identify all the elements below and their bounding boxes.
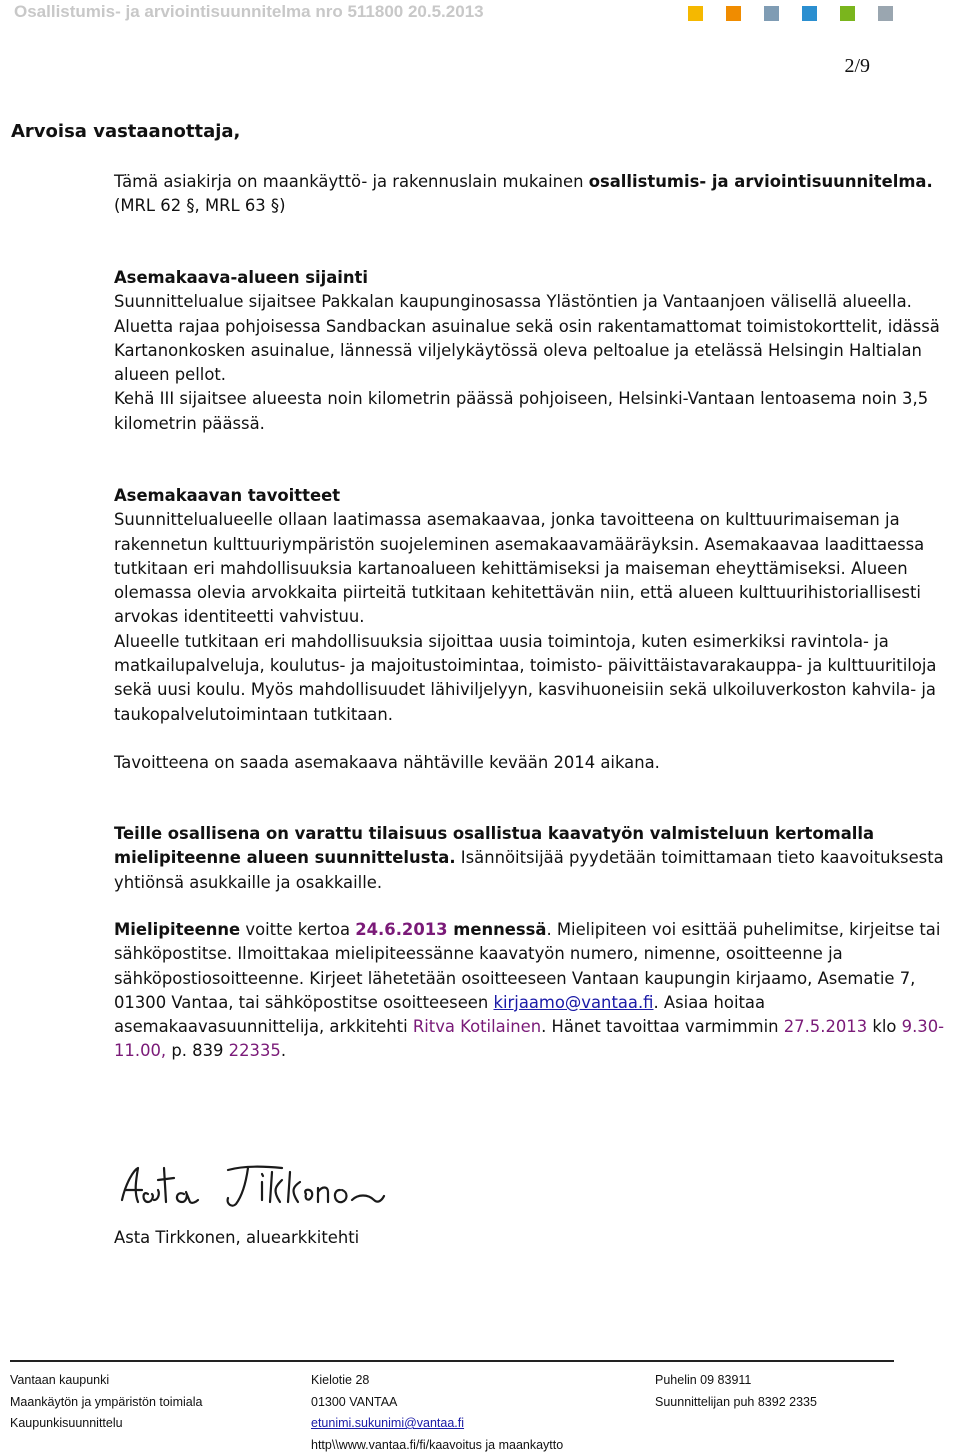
brand-square bbox=[878, 6, 893, 21]
opinion-text: . Asiaa hoitaa asemakaavasuunnittelija, arkkitehti bbox=[114, 993, 765, 1036]
footer-line: Kaupunkisuunnittelu bbox=[10, 1413, 202, 1435]
footer-line: Puhelin 09 83911 bbox=[655, 1370, 817, 1392]
goals-section bbox=[114, 484, 960, 775]
intro-bold: osallistumis- ja arviointisuunnitelma. bbox=[589, 172, 933, 191]
phone-extension: 22335 bbox=[229, 1041, 281, 1060]
footer-line: Kielotie 28 bbox=[311, 1370, 563, 1392]
opinion-text: . Mielipiteen voi esittää puhelimitse, kirjeitse tai sähköpostitse. Ilmoittakaa mielipiteessänne kaavatyön numero, nimenne, osoitteenne ja sähköpostiosoitteenne. Kirjeet lähetetään osoitteeseen Vantaan kaupungin kirjaamo, Asematie 7, 01300 Vantaa, tai sähköpostitse osoitteeseen bbox=[114, 920, 940, 1012]
opinion-paragraph bbox=[114, 918, 960, 1064]
participation-paragraph bbox=[114, 822, 960, 895]
intro-paragraph bbox=[114, 170, 960, 219]
brand-square bbox=[764, 6, 779, 21]
opinion-bold-label: Mielipiteenne bbox=[114, 920, 240, 939]
footer-col-organization bbox=[10, 1370, 202, 1435]
participation-text: Isännöitsijää pyydetään toimittamaan tieto kaavoituksesta yhtiönsä asukkaille ja osakkaille. bbox=[114, 848, 944, 891]
footer-line: Vantaan kaupunki bbox=[10, 1370, 202, 1392]
participation-bold: Teille osallisena on varattu tilaisuus osallistua kaavatyön valmisteluun kertomalla mielipiteenne alueen suunnittelusta. bbox=[114, 824, 874, 867]
footer-line: Suunnittelijan puh 8392 2335 bbox=[655, 1392, 817, 1414]
brand-square bbox=[840, 6, 855, 21]
brand-square bbox=[726, 6, 741, 21]
footer-line: 01300 VANTAA bbox=[311, 1392, 563, 1414]
footer-col-address bbox=[311, 1370, 563, 1456]
intro-law-ref: (MRL 62 §, MRL 63 §) bbox=[114, 196, 285, 215]
goals-paragraph-1: Suunnittelualueelle ollaan laatimassa asemakaavaa, jonka tavoitteena on kulttuurimaiseman ja rakennetun kulttuuriympäristön suojeleminen asemakaavamääräyksin. Asemakaavaa laadittaessa tutkitaan eri mahdollisuuksia kartanoalueen kehittämiseksi ja maiseman eheyttämiseksi. Alueen olemassa olevia arvokkaita piirteitä tutkitaan kehitettävän niin, että alueen kulttuurihistoriallisesti arvokas identiteetti vahvistuu. bbox=[114, 508, 960, 629]
opinion-text: . bbox=[281, 1041, 286, 1060]
location-paragraph-2: Kehä III sijaitsee alueesta noin kilometrin päässä pohjoiseen, Helsinki-Vantaan lentoasema noin 3,5 kilometrin päässä. bbox=[114, 387, 960, 436]
email-link[interactable]: kirjaamo@vantaa.fi bbox=[494, 993, 654, 1012]
location-paragraph-1: Suunnittelualue sijaitsee Pakkalan kaupunginosassa Ylästöntien ja Vantaanjoen välisellä alueella. Aluetta rajaa pohjoisessa Sandbackan asuinalue sekä osin rakentamattomat toimistokorttelit, idässä Kartanonkosken asuinalue, lännessä viljelykäytössä oleva peltoalue ja etelässä Helsingin Haltialan alueen pellot. bbox=[114, 290, 960, 387]
goals-paragraph-3: Tavoitteena on saada asemakaava nähtäville kevään 2014 aikana. bbox=[114, 751, 960, 775]
meeting-time: 9.30-11.00, bbox=[114, 1017, 944, 1060]
intro-text: Tämä asiakirja on maankäyttö- ja rakennuslain mukainen bbox=[114, 172, 589, 191]
deadline-word: mennessä bbox=[448, 920, 547, 939]
opinion-text: p. 839 bbox=[166, 1041, 229, 1060]
salutation: Arvoisa vastaanottaja, bbox=[11, 121, 240, 142]
footer-email-link[interactable]: etunimi.sukunimi@vantaa.fi bbox=[311, 1413, 563, 1435]
meeting-date: 27.5.2013 bbox=[784, 1017, 867, 1036]
footer-col-phone bbox=[655, 1370, 817, 1413]
handwritten-signature bbox=[112, 1160, 392, 1224]
deadline-date: 24.6.2013 bbox=[355, 920, 447, 939]
opinion-text: voitte kertoa bbox=[240, 920, 355, 939]
document-header-title: Osallistumis- ja arviointisuunnitelma nro 511800 20.5.2013 bbox=[14, 2, 484, 22]
planner-name: Ritva Kotilainen bbox=[413, 1017, 541, 1036]
page-number: 2/9 bbox=[844, 55, 870, 78]
brand-square bbox=[802, 6, 817, 21]
signer-name: Asta Tirkkonen, aluearkkitehti bbox=[114, 1228, 359, 1247]
opinion-text: . Hänet tavoittaa varmimmin bbox=[541, 1017, 784, 1036]
footer-url[interactable]: http\\www.vantaa.fi/fi/kaavoitus ja maankaytto bbox=[311, 1435, 563, 1456]
footer-line: Maankäytön ja ympäristön toimiala bbox=[10, 1392, 202, 1414]
location-section bbox=[114, 266, 960, 436]
brand-square bbox=[688, 6, 703, 21]
opinion-text: klo bbox=[867, 1017, 902, 1036]
footer-divider bbox=[10, 1360, 894, 1362]
goals-paragraph-2: Alueelle tutkitaan eri mahdollisuuksia sijoittaa uusia toimintoja, kuten esimerkiksi ravintola- ja matkailupalveluja, koulutus- ja majoitustoimintaa, toimisto- päivittäistavarakauppa- ja kulttuuritiloja sekä uusi koulu. Myös mahdollisuudet lähiviljelyyn, kasvihuoneisiin sekä ulkoiluverkoston kahvila- ja taukopalvelutoimintaan tutkitaan. bbox=[114, 630, 960, 727]
goals-heading: Asemakaavan tavoitteet bbox=[114, 484, 960, 508]
location-heading: Asemakaava-alueen sijainti bbox=[114, 266, 960, 290]
